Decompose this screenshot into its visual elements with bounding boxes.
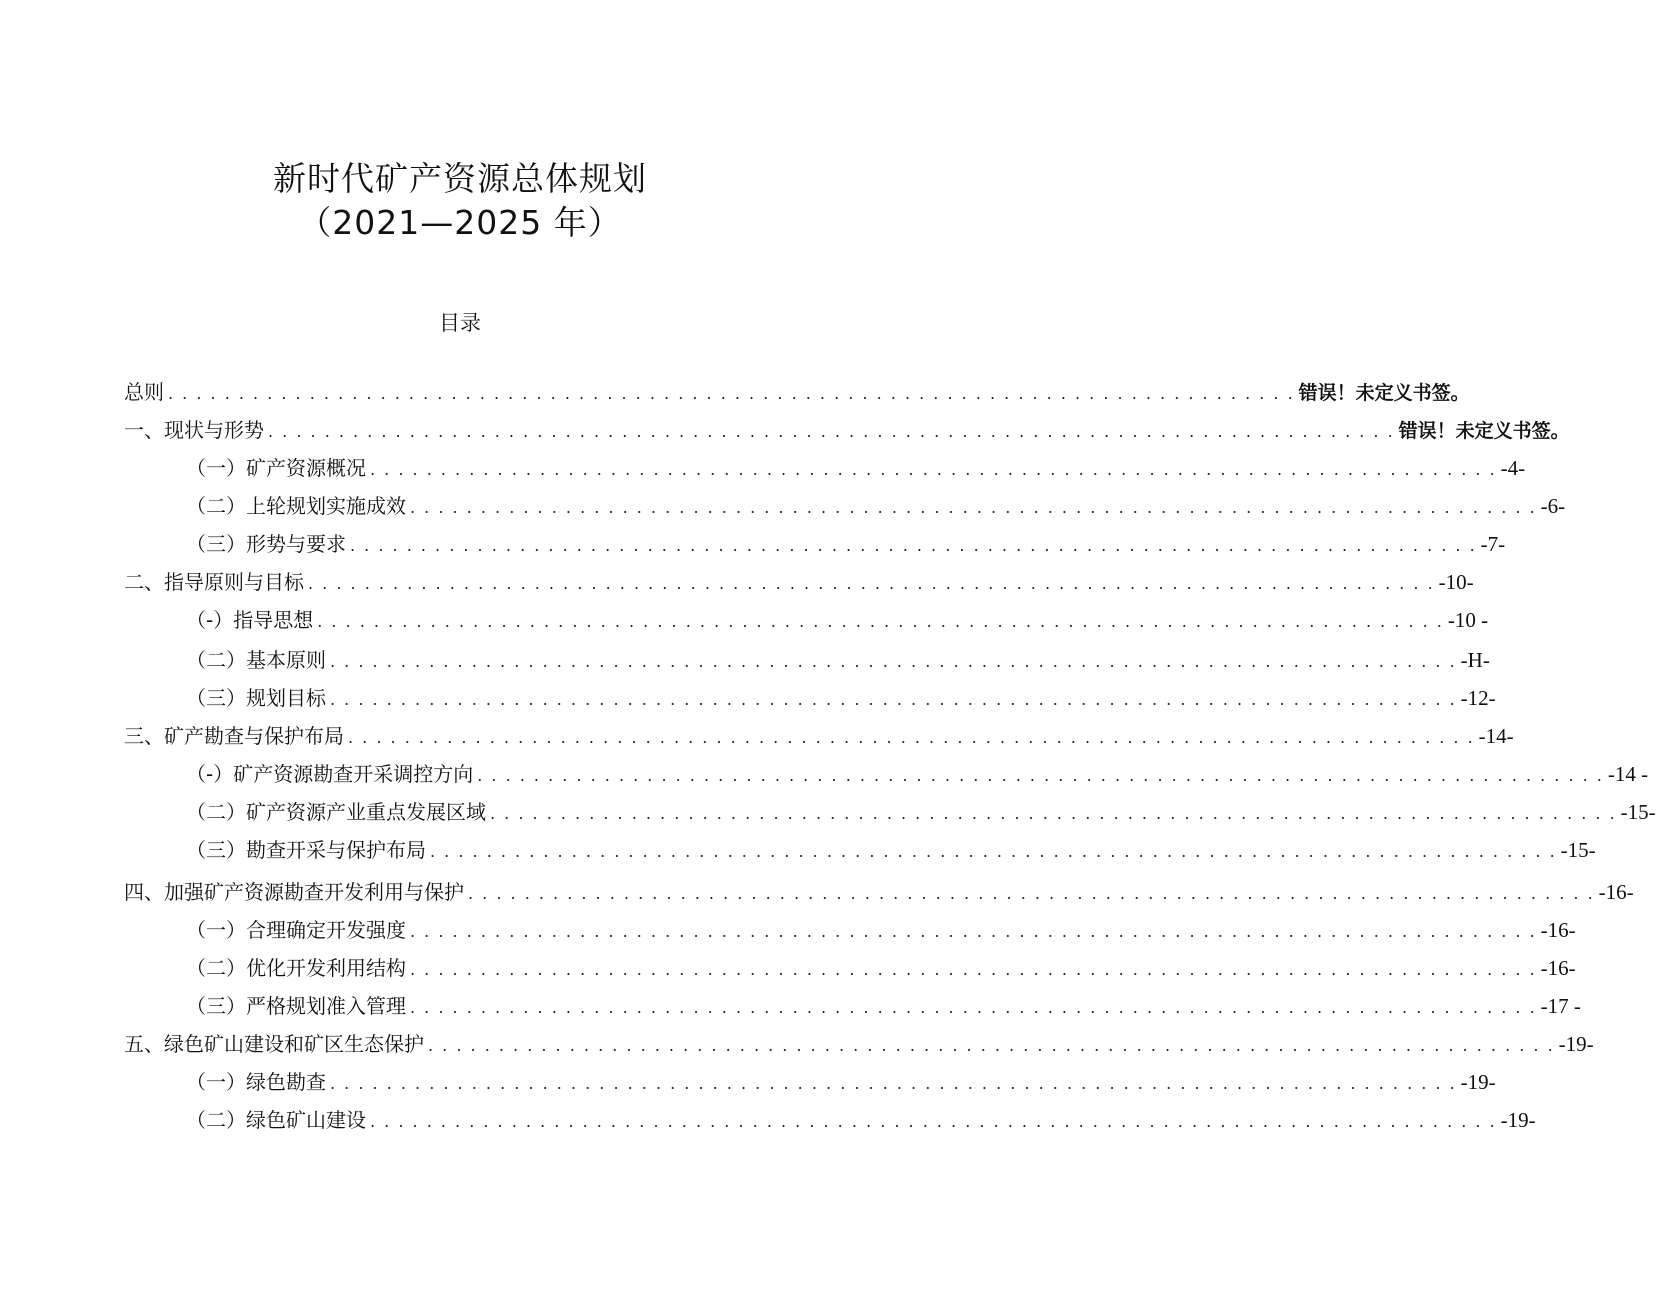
toc-entry[interactable] — [186, 1067, 1496, 1097]
toc-entry-page: -10- — [1438, 570, 1474, 594]
toc-dot-leader: . . . . . . . . . . . . . . . . . . . . . . . . . . . . . . . . . . . . . . . . . . . . . . . . . . . . . . . . . . . . . . . . . . . . . . . . . . . . . . . . — [410, 998, 1537, 1017]
toc-entry[interactable] — [124, 721, 1514, 751]
toc-entry-page: -15- — [1560, 838, 1596, 862]
toc-entry[interactable] — [186, 797, 1656, 827]
document-subtitle: （2021—2025 年） — [298, 203, 622, 242]
toc-dot-leader: . . . . . . . . . . . . . . . . . . . . . . . . . . . . . . . . . . . . . . . . . . . . . . . . . . . . . . . . . . . . . . . . . . . . . . . . . . . . . . . . — [330, 1074, 1457, 1093]
toc-entry-page: -19- — [1500, 1108, 1536, 1132]
toc-entry-page: -17 - — [1540, 994, 1581, 1018]
toc-entry-label: （一）合理确定开发强度 — [186, 918, 406, 942]
toc-dot-leader: . . . . . . . . . . . . . . . . . . . . . . . . . . . . . . . . . . . . . . . . . . . . . . . . . . . . . . . . . . . . . . . . . . . . . . . . . . . . . . . . — [468, 884, 1595, 903]
toc-heading: 目录 — [439, 311, 481, 335]
document-title: 新时代矿产资源总体规划 — [273, 159, 647, 198]
toc-entry[interactable] — [124, 877, 1634, 907]
toc-entry-page: -15- — [1620, 800, 1656, 824]
toc-entry-page: -16- — [1540, 918, 1576, 942]
toc-entry-label: 四、加强矿产资源勘查开发利用与保护 — [124, 880, 464, 904]
toc-entry[interactable] — [186, 605, 1489, 635]
toc-entry[interactable] — [186, 953, 1576, 983]
toc-entry-label: （一）绿色勘查 — [186, 1070, 326, 1094]
toc-dot-leader: . . . . . . . . . . . . . . . . . . . . . . . . . . . . . . . . . . . . . . . . . . . . . . . . . . . . . . . . . . . . . . . . . . . . . . . . . . . . . . . . — [428, 1036, 1555, 1055]
toc-entry[interactable] — [124, 1029, 1594, 1059]
toc-entry[interactable] — [186, 491, 1566, 521]
toc-entry-label: （-）矿产资源勘查开采调控方向 — [186, 762, 474, 786]
toc-dot-leader: . . . . . . . . . . . . . . . . . . . . . . . . . . . . . . . . . . . . . . . . . . . . . . . . . . . . . . . . . . . . . . . . . . . . . . . . . . . . . . . . — [370, 460, 1497, 479]
toc-entry-page: -12- — [1460, 686, 1496, 710]
toc-entry-page: -19- — [1558, 1032, 1594, 1056]
toc-entry[interactable] — [124, 415, 1570, 445]
toc-dot-leader: . . . . . . . . . . . . . . . . . . . . . . . . . . . . . . . . . . . . . . . . . . . . . . . . . . . . . . . . . . . . . . . . . . . . . . . . . . . . . . . . — [477, 766, 1604, 785]
toc-dot-leader: . . . . . . . . . . . . . . . . . . . . . . . . . . . . . . . . . . . . . . . . . . . . . . . . . . . . . . . . . . . . . . . . . . . . . . . . . . . . . . . . — [168, 384, 1295, 403]
toc-entry[interactable] — [186, 835, 1596, 865]
toc-entry-label: 三、矿产勘查与保护布局 — [124, 724, 344, 748]
toc-entry-page: -19- — [1460, 1070, 1496, 1094]
toc-entry-label: 二、指导原则与目标 — [124, 570, 304, 594]
toc-entry[interactable] — [186, 645, 1490, 675]
toc-entry[interactable] — [124, 377, 1470, 407]
toc-dot-leader: . . . . . . . . . . . . . . . . . . . . . . . . . . . . . . . . . . . . . . . . . . . . . . . . . . . . . . . . . . . . . . . . . . . . . . . . . . . . . . . . — [490, 804, 1617, 823]
toc-entry-page: 错误！未定义书签。 — [1398, 420, 1570, 442]
toc-entry[interactable] — [186, 453, 1526, 483]
toc-entry[interactable] — [186, 759, 1649, 789]
toc-entry-page: -H- — [1460, 648, 1490, 672]
toc-dot-leader: . . . . . . . . . . . . . . . . . . . . . . . . . . . . . . . . . . . . . . . . . . . . . . . . . . . . . . . . . . . . . . . . . . . . . . . . . . . . . . . . — [410, 922, 1537, 941]
toc-entry[interactable] — [186, 529, 1506, 559]
toc-entry[interactable] — [124, 567, 1474, 597]
toc-entry-page: -4- — [1500, 456, 1526, 480]
toc-entry-label: （二）矿产资源产业重点发展区域 — [186, 800, 486, 824]
toc-entry-page: -14- — [1478, 724, 1514, 748]
toc-dot-leader: . . . . . . . . . . . . . . . . . . . . . . . . . . . . . . . . . . . . . . . . . . . . . . . . . . . . . . . . . . . . . . . . . . . . . . . . . . . . . . . . — [410, 960, 1537, 979]
toc-dot-leader: . . . . . . . . . . . . . . . . . . . . . . . . . . . . . . . . . . . . . . . . . . . . . . . . . . . . . . . . . . . . . . . . . . . . . . . . . . . . . . . . — [370, 1112, 1497, 1131]
toc-entry-label: （二）优化开发利用结构 — [186, 956, 406, 980]
toc-entry[interactable] — [186, 991, 1581, 1021]
toc-entry-page: -14 - — [1607, 762, 1649, 786]
toc-entry-label: （三）严格规划准入管理 — [186, 994, 406, 1018]
toc-entry[interactable] — [186, 915, 1576, 945]
toc-entry-label: （-）指导思想 — [186, 608, 314, 632]
toc-dot-leader: . . . . . . . . . . . . . . . . . . . . . . . . . . . . . . . . . . . . . . . . . . . . . . . . . . . . . . . . . . . . . . . . . . . . . . . . . . . . . . . . — [350, 536, 1477, 555]
toc-entry-label: （二）基本原则 — [186, 648, 326, 672]
toc-entry-label: （三）勘查开采与保护布局 — [186, 838, 426, 862]
toc-entry-page: 错误！未定义书签。 — [1298, 382, 1470, 404]
toc-entry-label: 五、绿色矿山建设和矿区生态保护 — [124, 1032, 424, 1056]
toc-entry-label: （三）形势与要求 — [186, 532, 346, 556]
toc-entry-label: （二）绿色矿山建设 — [186, 1108, 366, 1132]
toc-entry-label: （三）规划目标 — [186, 686, 326, 710]
toc-entry-label: 总则 — [124, 380, 164, 404]
toc-dot-leader: . . . . . . . . . . . . . . . . . . . . . . . . . . . . . . . . . . . . . . . . . . . . . . . . . . . . . . . . . . . . . . . . . . . . . . . . . . . . . . . . — [410, 498, 1537, 517]
toc-dot-leader: . . . . . . . . . . . . . . . . . . . . . . . . . . . . . . . . . . . . . . . . . . . . . . . . . . . . . . . . . . . . . . . . . . . . . . . . . . . . . . . . — [308, 574, 1435, 593]
toc-entry-page: -6- — [1540, 494, 1566, 518]
toc-entry-label: （二）上轮规划实施成效 — [186, 494, 406, 518]
toc-dot-leader: . . . . . . . . . . . . . . . . . . . . . . . . . . . . . . . . . . . . . . . . . . . . . . . . . . . . . . . . . . . . . . . . . . . . . . . . . . . . . . . . — [317, 612, 1444, 631]
toc-entry-page: -7- — [1480, 532, 1506, 556]
toc-entry-page: -16- — [1540, 956, 1576, 980]
toc-dot-leader: . . . . . . . . . . . . . . . . . . . . . . . . . . . . . . . . . . . . . . . . . . . . . . . . . . . . . . . . . . . . . . . . . . . . . . . . . . . . . . . . — [268, 422, 1395, 441]
toc-entry-page: -10 - — [1447, 608, 1489, 632]
toc-dot-leader: . . . . . . . . . . . . . . . . . . . . . . . . . . . . . . . . . . . . . . . . . . . . . . . . . . . . . . . . . . . . . . . . . . . . . . . . . . . . . . . . — [330, 690, 1457, 709]
toc-entry[interactable] — [186, 683, 1496, 713]
toc-dot-leader: . . . . . . . . . . . . . . . . . . . . . . . . . . . . . . . . . . . . . . . . . . . . . . . . . . . . . . . . . . . . . . . . . . . . . . . . . . . . . . . . — [430, 842, 1557, 861]
toc-entry-label: 一、现状与形势 — [124, 418, 264, 442]
toc-dot-leader: . . . . . . . . . . . . . . . . . . . . . . . . . . . . . . . . . . . . . . . . . . . . . . . . . . . . . . . . . . . . . . . . . . . . . . . . . . . . . . . . — [330, 652, 1457, 671]
toc-dot-leader: . . . . . . . . . . . . . . . . . . . . . . . . . . . . . . . . . . . . . . . . . . . . . . . . . . . . . . . . . . . . . . . . . . . . . . . . . . . . . . . . — [348, 728, 1475, 747]
toc-entry-label: （一）矿产资源概况 — [186, 456, 366, 480]
toc-entry[interactable] — [186, 1105, 1536, 1135]
toc-entry-page: -16- — [1598, 880, 1634, 904]
